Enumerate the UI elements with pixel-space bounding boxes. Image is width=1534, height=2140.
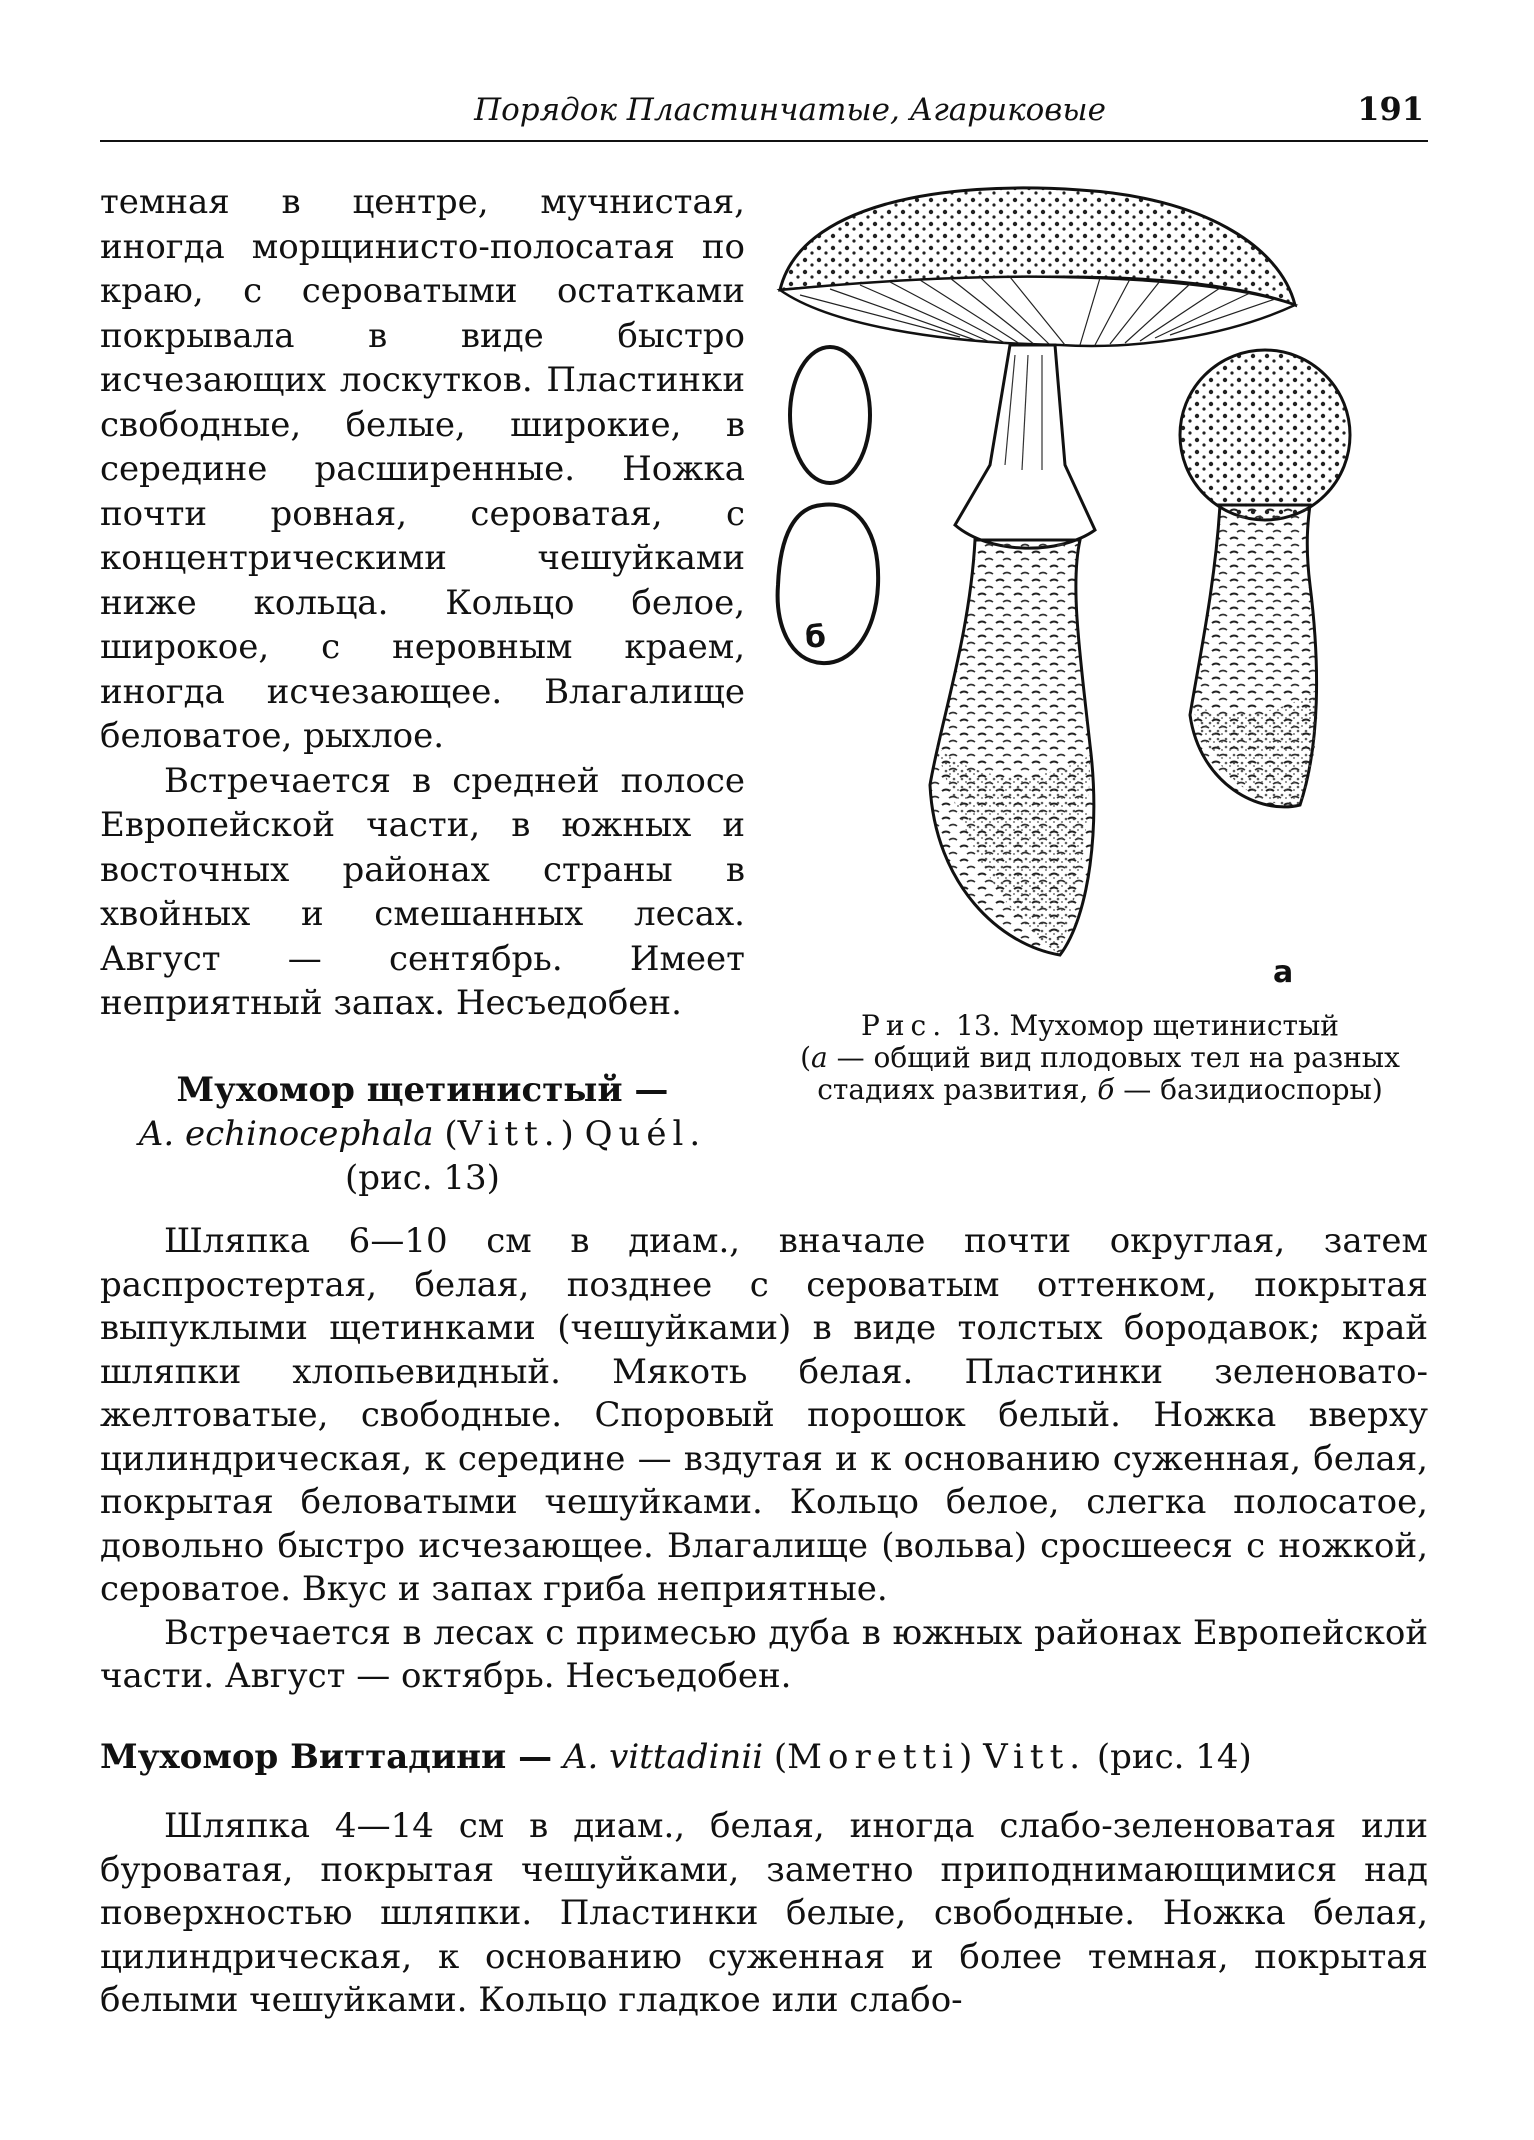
species-author-2: Vitt. bbox=[983, 1737, 1087, 1777]
caption-number: 13. bbox=[956, 1009, 1001, 1042]
figure-reference: (рис. 14) bbox=[1096, 1737, 1252, 1777]
cap-small bbox=[1180, 350, 1350, 520]
species-name: Мухомор щетинистый — bbox=[176, 1070, 669, 1110]
species-author: Moretti bbox=[787, 1737, 960, 1777]
stem-large bbox=[955, 345, 1095, 548]
figure-reference: (рис. 13) bbox=[345, 1158, 500, 1198]
figure-label-a: а bbox=[1273, 955, 1294, 990]
punctuation: ( bbox=[773, 1737, 788, 1777]
caption-letter-a: а bbox=[811, 1041, 828, 1074]
figure-caption bbox=[770, 1010, 1430, 1106]
species-heading-2 bbox=[100, 1735, 1428, 1779]
paragraph: темная в центре, мучнистая, иногда морщинисто-полосатая по краю, с сероватыми остатками покрывала в виде быстро исчезающих лоскутков. Пластинки свободные, белые, широкие, в середине расширенные. Ножка почти ровная, сероватая, с концентрическими чешуйками ниже кольца. Кольцо белое, широкое, с неровным краем, иногда исчезающее. Влагалище беловатое, рыхлое. bbox=[100, 182, 745, 756]
caption-prefix: Рис. bbox=[861, 1009, 948, 1042]
spore-upper bbox=[790, 347, 870, 483]
species-latin-name: A. vittadinii bbox=[562, 1737, 764, 1777]
paragraph: Шляпка 4—14 см в диам., белая, иногда слабо-зеленоватая или буроватая, покрытая чешуйками, заметно приподнимающимися над поверхностью шляпки. Пластинки белые, свободные. Ножка белая, цилиндрическая, к основанию суженная и более темная, покрытая белыми чешуйками. Кольцо гладкое или слабо- bbox=[100, 1806, 1428, 2020]
mushroom-illustration bbox=[760, 185, 1430, 1005]
left-column-text bbox=[100, 180, 745, 1026]
species-latin-name: A. echinocephala bbox=[138, 1114, 434, 1154]
spore-lower bbox=[778, 505, 879, 664]
header-divider bbox=[100, 140, 1428, 142]
punctuation: ( bbox=[444, 1114, 458, 1154]
figure-label-b: б bbox=[805, 620, 826, 655]
species-author-2: Quél. bbox=[584, 1114, 707, 1154]
paragraph: Встречается в средней полосе Европейской части, в южных и восточных районах страны в хвойных и смешанных лесах. Август — сентябрь. Имеет неприятный запах. Несъедобен. bbox=[100, 760, 745, 1023]
species-author: Vitt. bbox=[457, 1114, 561, 1154]
species-heading bbox=[100, 1068, 745, 1200]
paragraph: Встречается в лесах с примесью дуба в южных районах Европейской части. Август — октябрь. Несъедобен. bbox=[100, 1612, 1428, 1696]
running-header: Порядок Пластинчатые, Агариковые bbox=[474, 92, 1106, 128]
caption-text-b: — базидиоспоры) bbox=[1114, 1073, 1383, 1106]
caption-text-a: — общий вид плодовых тел на разных стадиях развития, bbox=[817, 1041, 1400, 1106]
paragraph: Шляпка 6—10 см в диам., вначале почти округлая, затем распростертая, белая, позднее с сероватым оттенком, покрытая выпуклыми щетинками (чешуйками) в виде толстых бородавок; край шляпки хлопьевидный. Мякоть белая. Пластинки зеленовато-желтоватые, свободные. Споровый порошок белый. Ножка вверху цилиндрическая, к середине — вздутая и к основанию суженная, белая, покрытая беловатыми чешуйками. Кольцо белое, слегка полосатое, довольно быстро исчезающее. Влагалище (вольва) сросшееся с ножкой, сероватое. Вкус и запах гриба неприятные. bbox=[100, 1221, 1428, 1609]
species-description-2 bbox=[100, 1805, 1428, 2023]
punctuation: ( bbox=[800, 1041, 812, 1074]
species-name: Мухомор Виттадини — bbox=[100, 1737, 553, 1777]
punctuation: ) bbox=[959, 1737, 973, 1777]
caption-letter-b: б bbox=[1097, 1073, 1115, 1106]
species-description bbox=[100, 1220, 1428, 1699]
caption-title: Мухомор щетинистый bbox=[1009, 1009, 1339, 1042]
page-number: 191 bbox=[1357, 90, 1424, 128]
punctuation: ) bbox=[560, 1114, 574, 1154]
mushroom-drawing bbox=[760, 185, 1430, 1005]
